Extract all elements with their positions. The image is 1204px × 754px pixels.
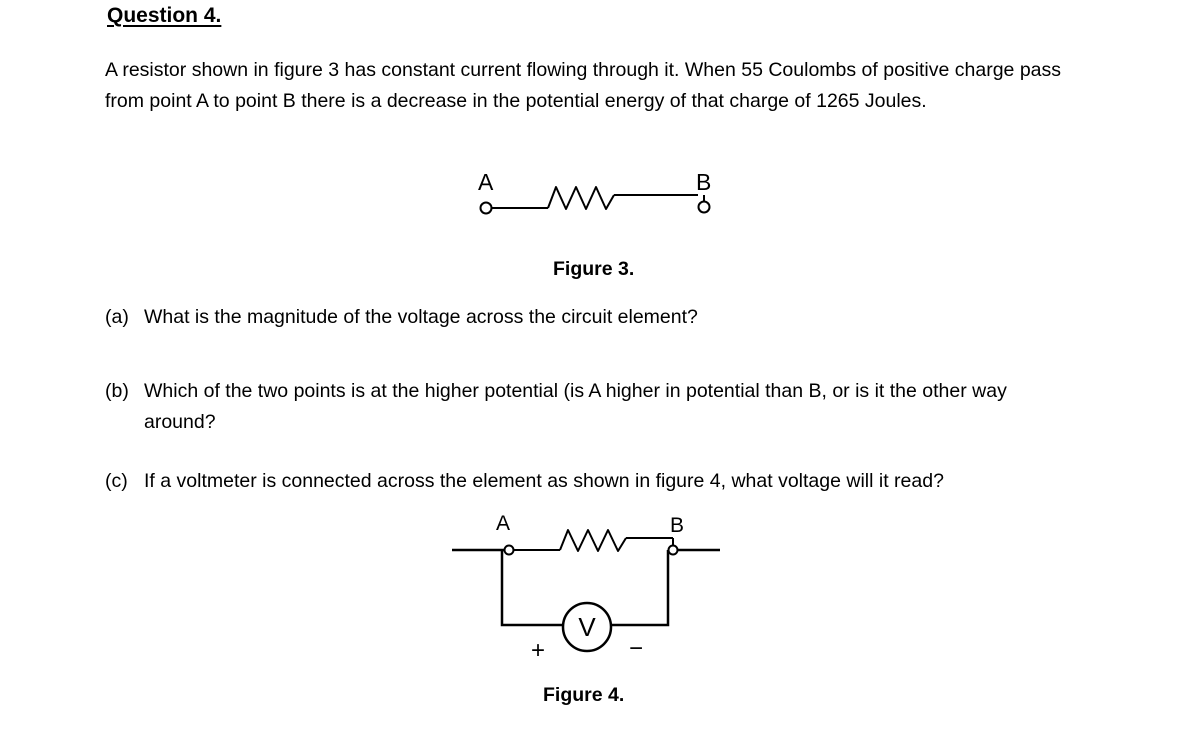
terminal-a — [505, 546, 514, 555]
figure-3-caption: Figure 3. — [553, 258, 635, 280]
polarity-plus: + — [530, 637, 546, 664]
terminal-b — [669, 546, 678, 555]
part-b-label: (b) — [105, 380, 129, 402]
part-b-text: Which of the two points is at the higher potential (is A higher in potential than B, or is it the other way around? — [144, 380, 1007, 433]
terminal-label-a: A — [478, 169, 494, 195]
part-a-text: What is the magnitude of the voltage across the circuit element? — [144, 306, 698, 328]
part-a — [105, 302, 1065, 333]
part-c — [105, 466, 1065, 497]
resistor-zigzag — [548, 187, 614, 209]
part-c-text: If a voltmeter is connected across the element as shown in figure 4, what voltage will it read? — [144, 470, 944, 492]
resistor-zigzag — [560, 530, 626, 551]
terminal-label-a: A — [496, 512, 511, 535]
question-intro: A resistor shown in figure 3 has constant current flowing through it. When 55 Coulombs of positive charge pass from point A to point B there is a decrease in the potential energy of that charge of 1265 Joules. — [105, 59, 1062, 112]
figure-4-voltmeter-circuit — [450, 505, 730, 665]
part-c-label: (c) — [105, 470, 128, 492]
question-title: Question 4. — [107, 4, 222, 27]
voltmeter-symbol: V — [578, 612, 596, 642]
part-a-label: (a) — [105, 306, 129, 328]
terminal-b — [699, 202, 710, 213]
voltmeter-wire-left — [502, 550, 563, 625]
figure-4-caption: Figure 4. — [543, 684, 625, 706]
polarity-minus: − — [628, 635, 644, 662]
terminal-a — [481, 203, 492, 214]
figure-3-resistor — [470, 165, 730, 225]
terminal-label-b: B — [670, 514, 685, 537]
part-b — [105, 376, 1065, 438]
voltmeter-wire-right — [611, 550, 668, 625]
terminal-label-b: B — [696, 169, 712, 195]
